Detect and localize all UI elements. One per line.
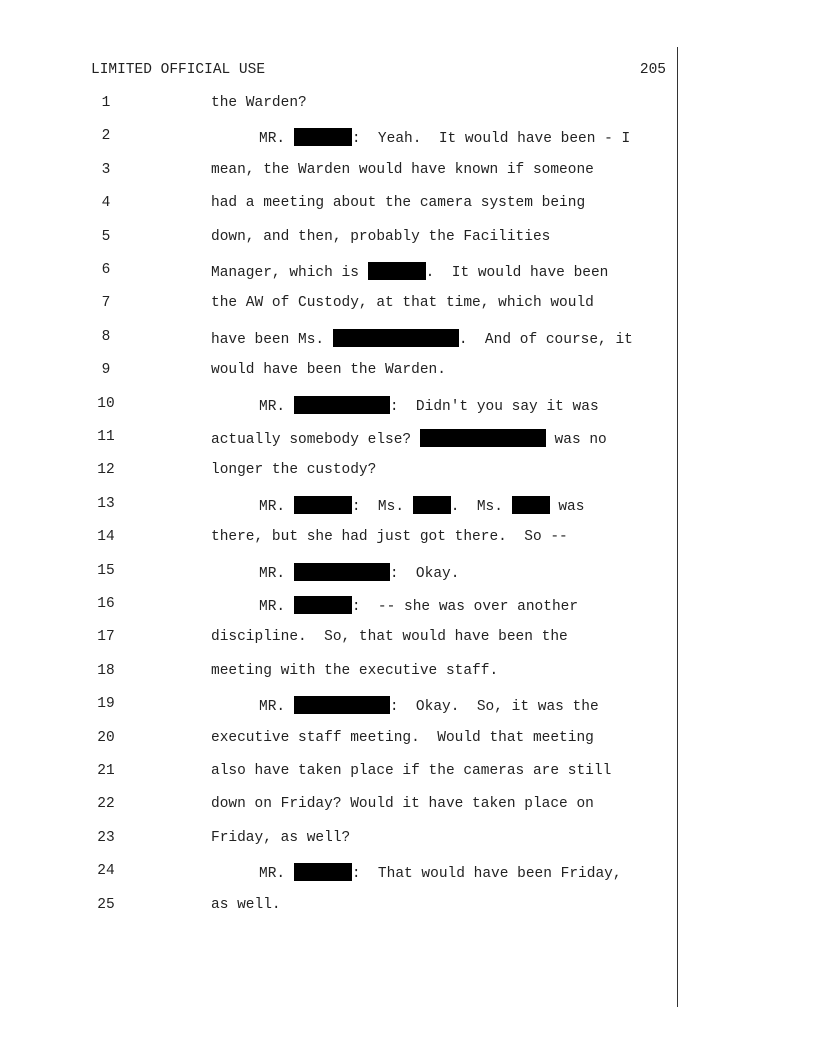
line-text	[259, 396, 599, 415]
text-segment: : That would have been Friday,	[351, 866, 622, 883]
line-number: 15	[97, 562, 115, 579]
transcript-line	[0, 563, 677, 583]
line-number: 23	[97, 829, 115, 846]
line-number: 21	[97, 763, 115, 779]
text-segment: was no	[545, 432, 607, 448]
line-number: 8	[101, 328, 111, 345]
text-segment: the AW of Custody, at that time, which would	[211, 295, 594, 312]
line-text	[211, 429, 607, 448]
text-segment: actually somebody else?	[211, 432, 420, 448]
transcript-line	[0, 796, 677, 816]
text-segment: : Okay.	[389, 565, 460, 582]
text-segment: there, but she had just got there. So --	[211, 529, 568, 546]
text-segment: MR.	[259, 131, 294, 148]
redaction-box	[294, 396, 390, 414]
line-text	[211, 663, 498, 679]
redaction-box	[294, 863, 352, 881]
text-segment: was	[549, 498, 585, 515]
text-segment: MR.	[259, 398, 294, 415]
text-segment: the Warden?	[211, 95, 307, 111]
line-text	[211, 195, 585, 211]
text-segment: MR.	[259, 599, 294, 615]
redaction-box	[368, 262, 426, 280]
line-text	[211, 730, 594, 746]
right-margin-rule	[677, 47, 678, 1007]
line-number: 17	[97, 629, 115, 646]
transcript-line	[0, 629, 677, 649]
transcript-line	[0, 396, 677, 416]
text-segment: mean, the Warden would have known if someone	[211, 161, 594, 178]
line-number: 6	[101, 262, 111, 278]
line-number: 3	[101, 161, 111, 178]
line-text	[259, 128, 630, 147]
transcript-line	[0, 696, 677, 716]
transcript-line	[0, 362, 677, 382]
transcript-line	[0, 195, 677, 215]
line-text	[211, 362, 446, 378]
line-number: 1	[101, 95, 111, 111]
transcript-line	[0, 897, 677, 917]
line-number: 22	[97, 796, 115, 813]
line-text	[211, 830, 350, 846]
line-number: 11	[97, 429, 115, 445]
text-segment: : Yeah. It would have been - I	[351, 131, 631, 148]
text-segment: executive staff meeting. Would that meeting	[211, 729, 594, 746]
page-number: 205	[639, 62, 666, 78]
line-text	[211, 95, 307, 111]
line-number: 9	[101, 362, 111, 379]
line-text	[211, 629, 568, 645]
text-segment: also have taken place if the cameras are still	[211, 763, 612, 779]
line-number: 12	[97, 462, 115, 479]
line-text	[259, 563, 459, 582]
redaction-box	[333, 329, 459, 347]
redaction-box	[420, 429, 546, 447]
text-segment: Manager, which is	[211, 265, 368, 281]
line-number: 14	[97, 529, 115, 546]
text-segment: had a meeting about the camera system being	[211, 195, 586, 212]
redaction-box	[512, 496, 550, 514]
text-segment: down, and then, probably the Facilities	[211, 228, 551, 245]
line-number: 7	[101, 295, 111, 312]
text-segment: longer the custody?	[211, 462, 377, 479]
line-text	[211, 897, 281, 913]
line-number: 18	[97, 662, 115, 679]
transcript-line	[0, 95, 677, 115]
transcript-line	[0, 596, 677, 616]
transcript-line	[0, 763, 677, 783]
transcript-line	[0, 128, 677, 148]
text-segment: . Ms.	[450, 498, 512, 515]
text-segment: MR.	[259, 565, 294, 582]
text-segment: : Ms.	[351, 498, 413, 515]
text-segment: . It would have been	[425, 265, 609, 281]
text-segment: down on Friday? Would it have taken place on	[211, 796, 594, 813]
text-segment: Friday, as well?	[211, 829, 351, 846]
text-segment: : Okay. So, it was the	[389, 699, 599, 716]
redaction-box	[294, 563, 390, 581]
transcript-line	[0, 295, 677, 315]
transcript-line	[0, 529, 677, 549]
text-segment: would have been the Warden.	[211, 362, 446, 379]
line-text	[211, 329, 633, 348]
line-number: 24	[97, 863, 115, 880]
text-segment: : -- she was over another	[351, 599, 579, 615]
line-number: 20	[97, 729, 115, 746]
line-text	[211, 796, 594, 812]
transcript-line	[0, 863, 677, 883]
line-number: 2	[101, 128, 111, 145]
line-text	[211, 529, 568, 545]
transcript-line	[0, 830, 677, 850]
line-number: 4	[101, 195, 111, 212]
line-text	[259, 863, 622, 882]
transcript-line	[0, 663, 677, 683]
transcript-line	[0, 329, 677, 349]
text-segment: . And of course, it	[458, 331, 633, 348]
line-number: 19	[97, 696, 115, 713]
text-segment: MR.	[259, 699, 294, 716]
transcript-line	[0, 429, 677, 449]
classification-header: LIMITED OFFICIAL USE	[91, 62, 266, 78]
text-segment: MR.	[259, 498, 294, 515]
redaction-box	[294, 128, 352, 146]
line-text	[211, 763, 611, 779]
line-number: 25	[97, 896, 115, 913]
transcript-line	[0, 462, 677, 482]
redaction-box	[413, 496, 451, 514]
text-segment: have been Ms.	[211, 331, 333, 348]
line-number: 5	[101, 228, 111, 245]
redaction-box	[294, 496, 352, 514]
line-text	[259, 596, 578, 615]
redaction-box	[294, 696, 390, 714]
line-text	[211, 262, 608, 281]
line-number: 10	[97, 395, 115, 412]
text-segment: MR.	[259, 866, 294, 883]
transcript-line	[0, 730, 677, 750]
text-segment: meeting with the executive staff.	[211, 662, 499, 679]
line-text	[211, 295, 594, 311]
line-number: 13	[97, 495, 115, 512]
line-text	[259, 696, 599, 715]
text-segment: as well.	[211, 896, 281, 913]
line-text	[259, 496, 584, 515]
redaction-box	[294, 596, 352, 614]
line-number: 16	[97, 596, 115, 612]
transcript-line	[0, 496, 677, 516]
transcript-line	[0, 262, 677, 282]
text-segment: discipline. So, that would have been the	[211, 629, 568, 646]
transcript-line	[0, 162, 677, 182]
line-text	[211, 229, 550, 245]
text-segment: : Didn't you say it was	[389, 398, 599, 415]
line-text	[211, 162, 594, 178]
line-text	[211, 462, 376, 478]
transcript-line	[0, 229, 677, 249]
